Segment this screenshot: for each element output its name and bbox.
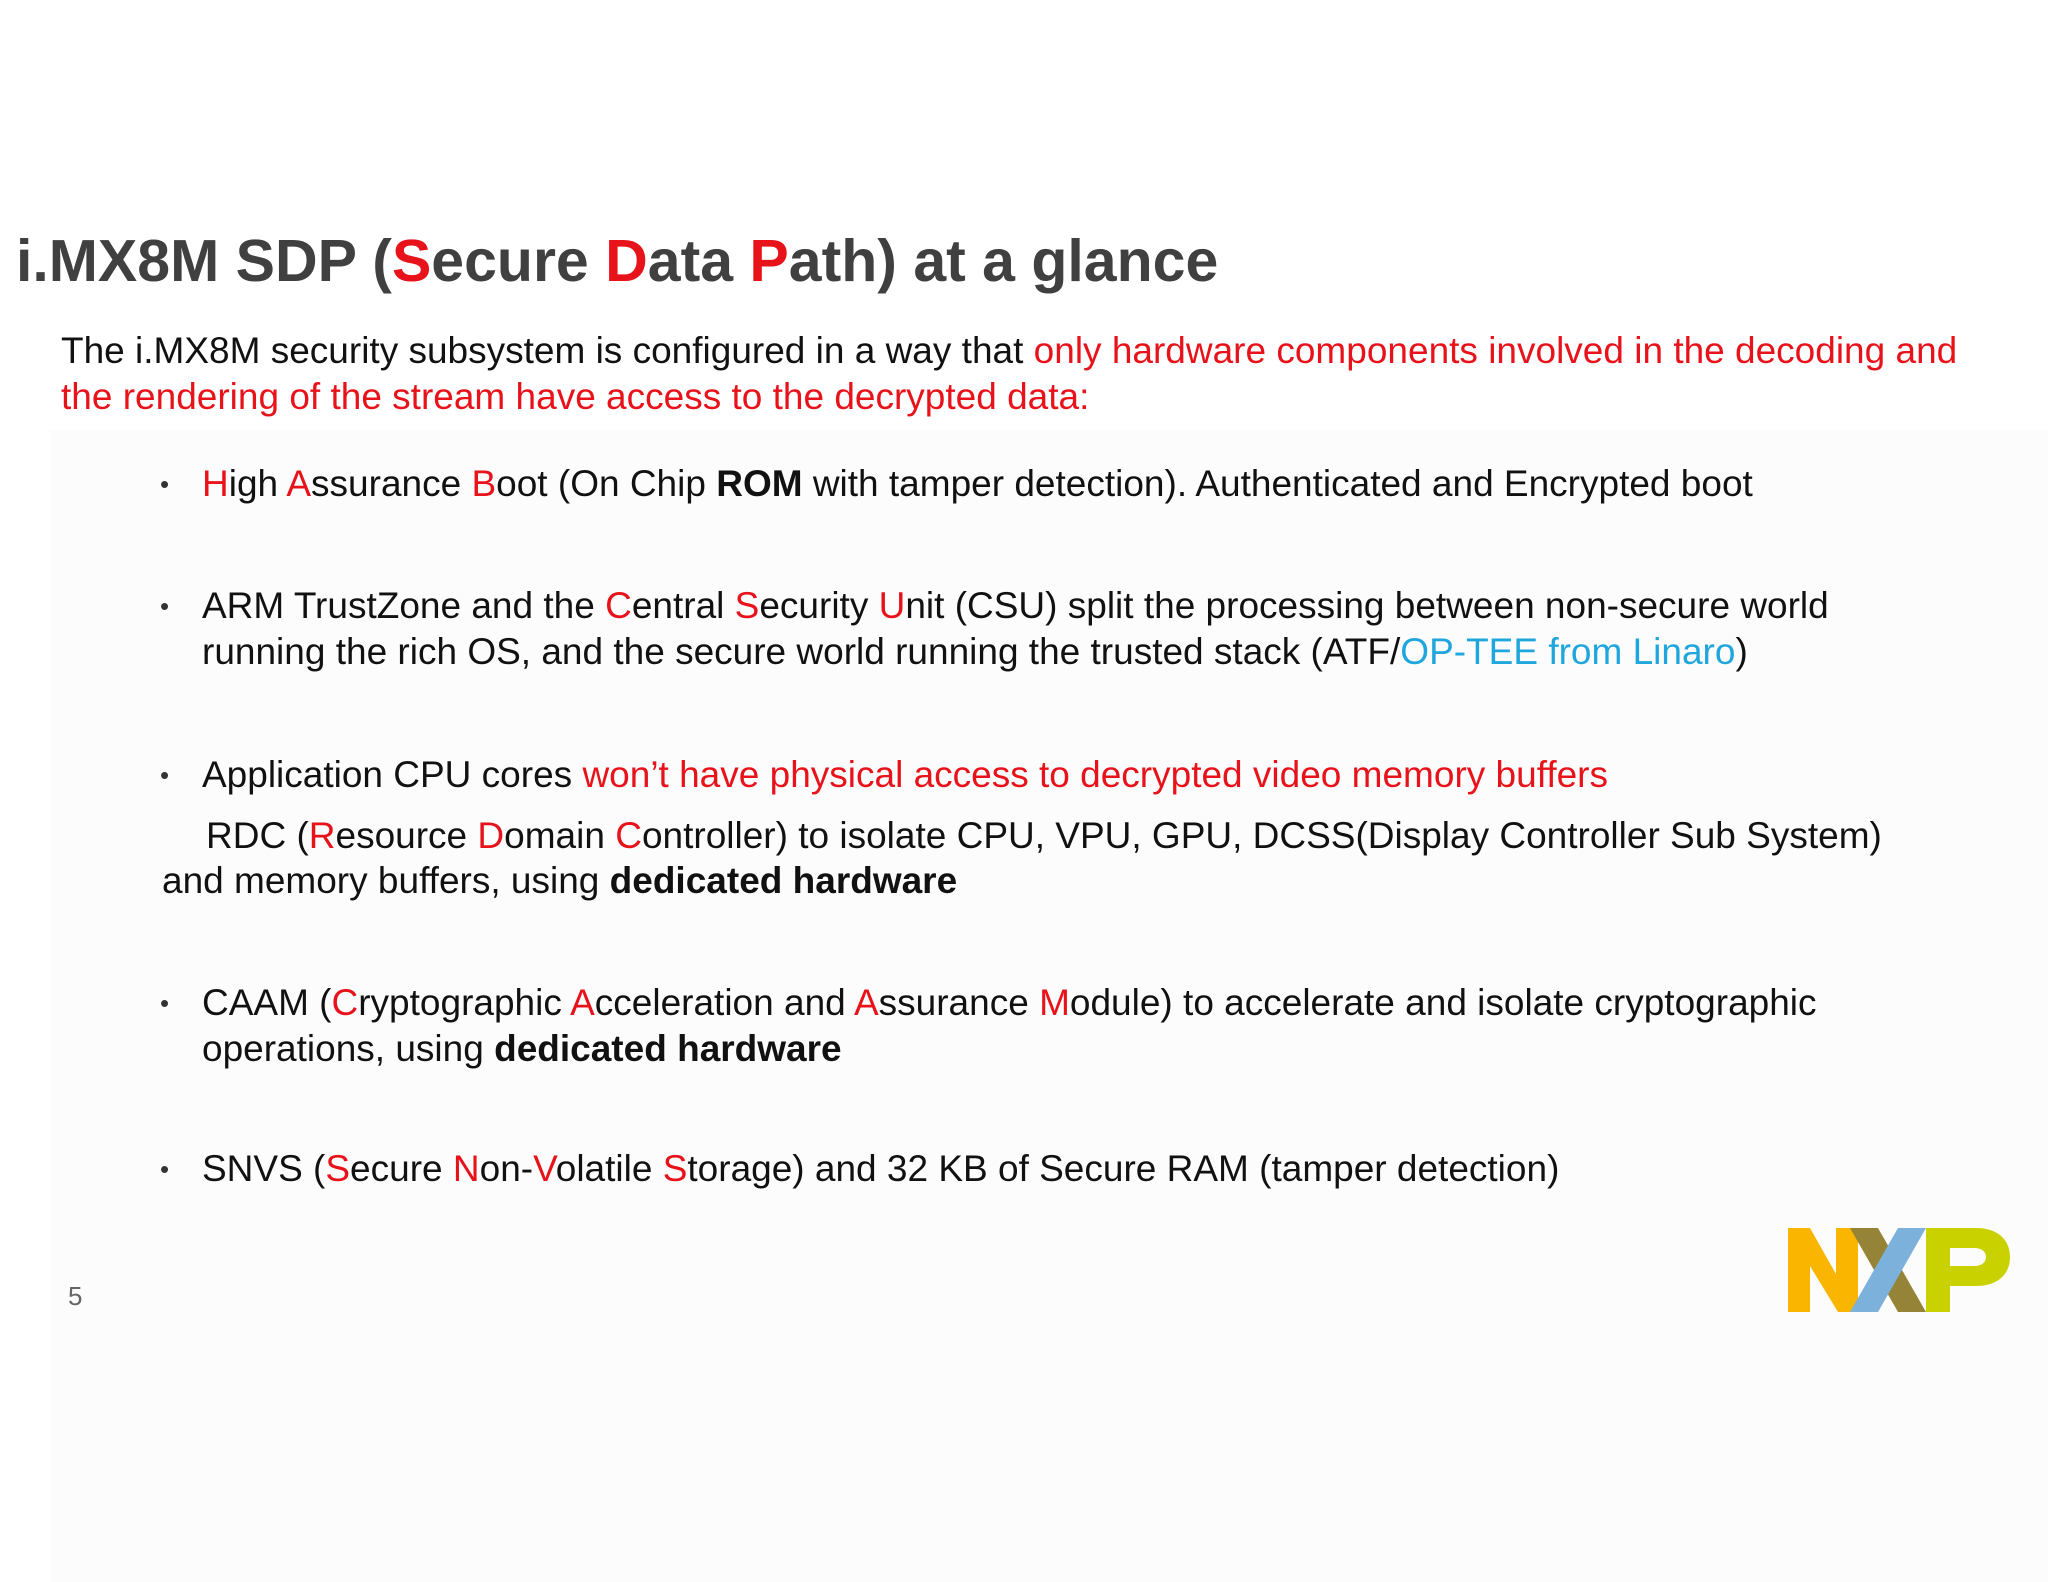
rdc-line-2: and memory buffers, using dedicated hardware [162,860,958,901]
bullet-text: ARM TrustZone and the Central Security Unit (CSU) split the processing between non-secure world running the rich OS, and the secure world running the trusted stack (ATF/OP-TEE from Linaro) [202,585,1829,672]
bullet-text: Application CPU cores won’t have physical access to decrypted video memory buffers [202,754,1608,795]
bullet-marker: • [160,591,170,621]
bullet-marker: • [160,469,170,499]
bullet-marker: • [160,988,170,1018]
bullet-marker: • [160,1154,170,1184]
op-tee-link[interactable]: OP-TEE from Linaro [1400,631,1736,672]
bullet-text: High Assurance Boot (On Chip ROM with tamper detection). Authenticated and Encrypted boot [202,463,1753,504]
bullet-text: CAAM (Cryptographic Acceleration and Assurance Module) to accelerate and isolate cryptographic operations, using dedicated hardware [202,982,1817,1069]
nxp-logo [1788,1228,2010,1312]
intro-paragraph: The i.MX8M security subsystem is configured in a way that only hardware components involved in the decoding and the rendering of the stream have access to the decrypted data: [61,330,1958,417]
bullet-marker: • [160,760,170,790]
slide-title: i.MX8M SDP (Secure Data Path) at a glance [16,228,1219,294]
bullet-text: SNVS (Secure Non-Volatile Storage) and 32 KB of Secure RAM (tamper detection) [202,1148,1560,1189]
page-number: 5 [68,1281,83,1311]
rdc-line-1: RDC (Resource Domain Controller) to isolate CPU, VPU, GPU, DCSS(Display Controller Sub System) [206,815,1882,856]
